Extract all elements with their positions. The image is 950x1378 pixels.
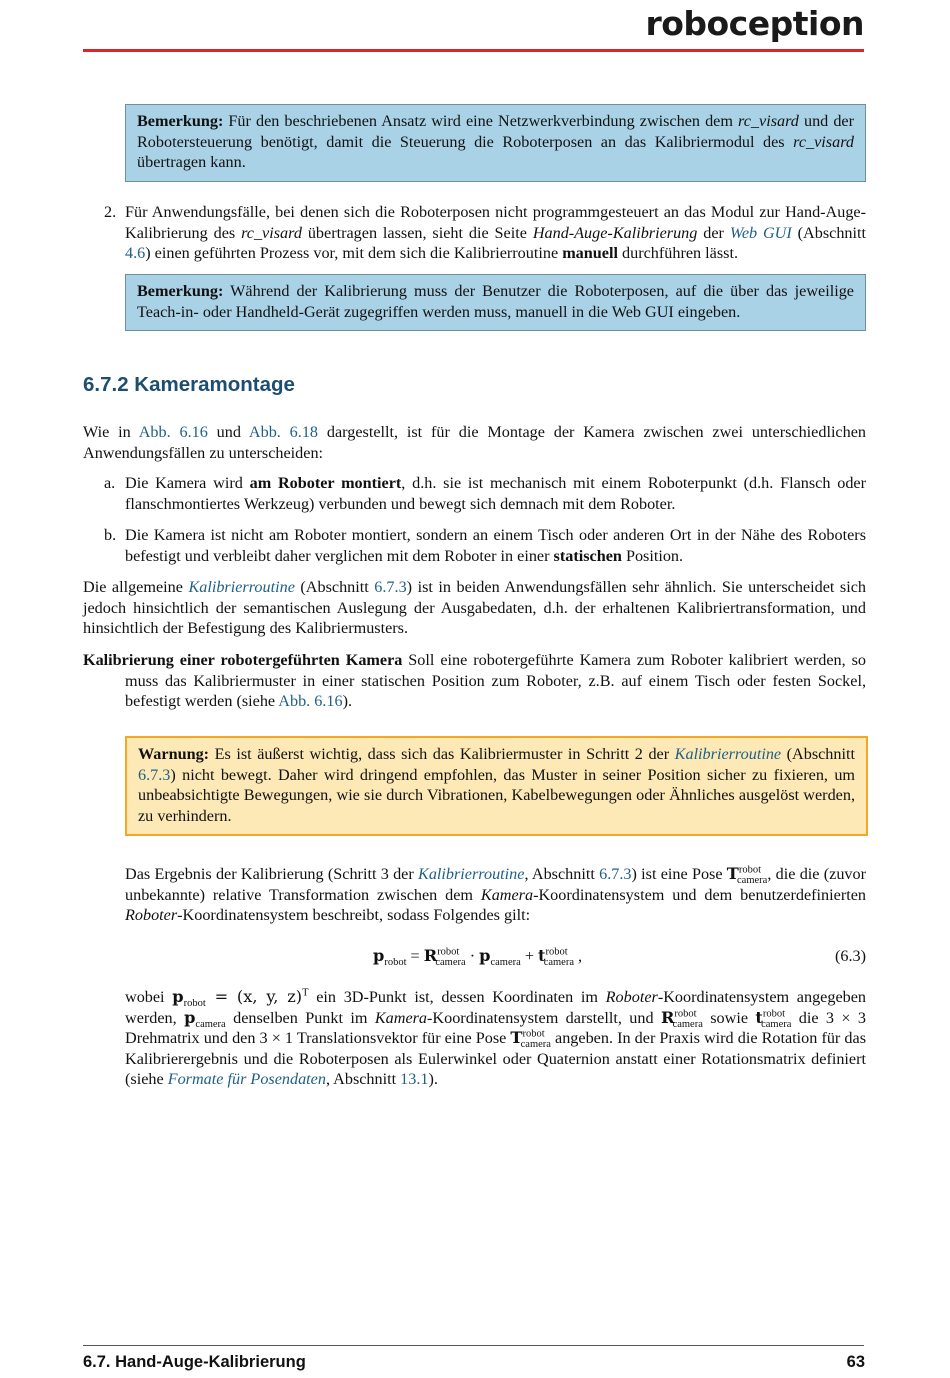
math-symbol: p: [373, 946, 385, 965]
text: -Koordinatensystem und dem benutzerdefinierten: [533, 885, 866, 904]
math-sub: robot: [183, 998, 206, 1010]
math-symbol: t: [538, 946, 546, 965]
math-sup: robot: [522, 1028, 545, 1040]
text: (Abschnitt: [294, 578, 375, 596]
math-sup: robot: [437, 946, 460, 958]
posendaten-link[interactable]: Formate für Posendaten: [167, 1070, 326, 1088]
warning-label: Warnung:: [138, 745, 210, 763]
math-symbol: R: [660, 1007, 675, 1027]
note-label: Bemerkung:: [137, 112, 224, 130]
paragraph: [83, 577, 866, 639]
math-sup: robot: [545, 946, 568, 958]
list-item-number: 2.: [104, 203, 117, 221]
math-sub: camera: [543, 957, 574, 969]
math-sup: robot: [738, 864, 762, 876]
section-link[interactable]: 6.7.3: [138, 765, 171, 784]
note-box: [125, 104, 866, 182]
note-text: Für den beschriebenen Ansatz wird eine Netzwerkverbindung zwischen dem: [223, 112, 739, 130]
math-op: ·: [465, 947, 480, 965]
header-rule: [83, 49, 864, 52]
text: , d.h. sie ist mechanisch mit einem Roboterpunkt (d.h. Flansch oder flanschmontiertes Werkzeug) verbunden und bewegt sich demnach mit dem Roboter.: [125, 474, 866, 513]
paragraph: [125, 864, 866, 926]
math-expr: = (x, y, z): [205, 987, 303, 1006]
list-item: [125, 473, 866, 514]
equation-number: (6.3): [834, 947, 866, 965]
text: Das Ergebnis der Kalibrierung (Schritt 3 der: [125, 865, 419, 883]
text: und: [207, 423, 249, 441]
text: ein 3D-Punkt ist, dessen Koordinaten im: [308, 988, 606, 1006]
section-heading: 6.7.2 Kameramontage: [83, 373, 295, 396]
note-text: Während der Kalibrierung muss der Benutzer die Roboterposen, auf die über das jeweilige Teach-in- oder Handheld-Gerät zugegriffen werden muss, manuell in die Web GUI eingeben.: [137, 282, 854, 321]
text: sowie: [702, 1008, 756, 1027]
math-symbol: t: [755, 1007, 763, 1027]
roboception-logo: roboception: [645, 4, 864, 43]
math-symbol: p: [172, 987, 184, 1006]
text: (Abschnitt: [791, 223, 866, 242]
text: der: [697, 223, 730, 242]
paragraph: [83, 422, 866, 463]
text: ) nicht bewegt. Daher wird dringend empfohlen, das Muster in seiner Position sicher zu fixieren, um unbeabsichtigte Bewegungen, wie sie durch Vibrationen, Kabelbewegungen oder Ähnliches ausgelöst werden, zu verhindern.: [138, 765, 855, 825]
text: , Abschnitt: [524, 865, 600, 883]
product-name: rc_visard: [738, 112, 799, 130]
text: Es ist äußerst wichtig, dass sich das Kalibriermuster in Schritt 2 der: [209, 745, 675, 763]
warning-box: [125, 736, 868, 836]
section-link[interactable]: 13.1: [400, 1070, 429, 1088]
math-sub: robot: [384, 957, 407, 969]
math-symbol: R: [423, 946, 438, 965]
section-link[interactable]: 4.6: [125, 244, 146, 262]
text: Position.: [621, 546, 684, 565]
math-sup: robot: [674, 1008, 697, 1020]
bold-text: am Roboter montiert: [249, 474, 402, 492]
list-item: [125, 202, 866, 264]
text: (Abschnitt: [781, 745, 855, 763]
math-op: ,: [574, 947, 583, 965]
footer-chapter: 6.7. Hand-Auge-Kalibrierung: [83, 1353, 306, 1371]
figure-link[interactable]: Abb. 6.16: [278, 692, 343, 710]
math-symbol: p: [184, 1007, 196, 1027]
text: denselben Punkt im: [225, 1008, 375, 1027]
text: angeben. In der Praxis wird die Rotation für das Kalibrierergebnis und die Roboterposen als Eulerwinkel oder Quaternion anstatt einer Rotationsmatrix definiert (siehe: [125, 1029, 866, 1088]
math-op: +: [520, 947, 539, 965]
text: Die Kamera wird: [125, 474, 250, 492]
note-box: [125, 274, 866, 331]
kalibrierroutine-link[interactable]: Kalibrierroutine: [188, 578, 295, 596]
list-item-letter: a.: [104, 474, 116, 492]
math-op: =: [406, 947, 424, 965]
math-sub: camera: [672, 1018, 703, 1030]
definition: [83, 650, 866, 712]
text: dargestellt, ist für die Montage der Kamera zwischen zwei unterschiedlichen Anwendungsfällen zu unterscheiden:: [83, 423, 866, 462]
math-symbol: p: [479, 946, 491, 965]
math-sub: camera: [435, 957, 466, 969]
math-sub: camera: [737, 875, 768, 887]
definition-term: Kalibrierung einer robotergeführten Kamera: [83, 651, 403, 669]
page-name: Hand-Auge-Kalibrierung: [532, 223, 698, 242]
math-sub: camera: [761, 1018, 792, 1030]
math-sup: robot: [762, 1008, 786, 1020]
text: wobei: [125, 988, 173, 1006]
section-link[interactable]: 6.7.3: [599, 865, 632, 883]
equation: [373, 946, 582, 967]
text: ).: [428, 1070, 438, 1088]
section-link[interactable]: 6.7.3: [374, 578, 407, 596]
text: ) ist in beiden Anwendungsfällen sehr ähnlich. Sie unterscheidet sich jedoch hinsichtlich der semantischen Auslegung der Ausgabedaten, d.h. der erhaltenen Kalibriertransformation, und hinsichtlich der Befestigung des Kalibriermusters.: [83, 578, 866, 637]
list-item-letter: b.: [104, 526, 117, 544]
product-name: rc_visard: [793, 132, 854, 151]
text: ).: [342, 692, 353, 710]
math-sup: T: [302, 987, 309, 999]
text: Die allgemeine: [83, 578, 189, 596]
math-symbol: T: [726, 864, 739, 883]
text: übertragen lassen, sieht die Seite: [301, 223, 533, 242]
figure-link[interactable]: Abb. 6.16: [138, 423, 208, 441]
web-gui-link[interactable]: Web GUI: [729, 223, 792, 242]
kalibrierroutine-link[interactable]: Kalibrierroutine: [418, 865, 525, 883]
note-text: übertragen kann.: [137, 153, 246, 171]
text: Für Anwendungsfälle, bei denen sich die Roboterposen nicht programmgesteuert an das Modul zur Hand-Auge-Kalibrierung des: [125, 203, 866, 242]
math-sub: camera: [490, 957, 521, 969]
paragraph: [125, 987, 866, 1090]
product-name: rc_visard: [241, 223, 302, 242]
page-number: 63: [846, 1353, 865, 1371]
text: Wie in: [83, 423, 139, 441]
footer-rule: [83, 1345, 864, 1346]
math-symbol: T: [510, 1028, 523, 1047]
emphasis: Roboter: [125, 906, 178, 924]
text: , die die (zuvor unbekannte) relative Transformation zwischen dem: [125, 865, 866, 904]
text: Soll eine robotergeführte Kamera zum Roboter kalibriert werden, so muss das Kalibriermuster in einer statischen Position zum Roboter, z.B. auf einem Tisch oder festen Sockel, befestigt werden (siehe: [125, 651, 866, 710]
emphasis: Kamera: [374, 1008, 428, 1027]
bold-text: statischen: [553, 546, 622, 565]
math-sub: camera: [520, 1039, 551, 1051]
emphasis: Roboter: [605, 988, 658, 1006]
text: durchführen lässt.: [617, 244, 738, 262]
text: -Koordinatensystem angegeben werden,: [125, 988, 867, 1027]
text: Die Kamera ist nicht am Roboter montiert, sondern an einem Tisch oder anderen Ort in der Nähe des Roboters befestigt und verbleibt daher verglichen mit dem Roboter in einer: [125, 526, 866, 565]
text: die 3 × 3 Drehmatrix und den 3 × 1 Translationsvektor für eine Pose: [125, 1008, 867, 1047]
text: -Koordinatensystem darstellt, und: [427, 1008, 661, 1027]
note-label: Bemerkung:: [137, 282, 224, 300]
text: -Koordinatensystem beschreibt, sodass Folgendes gilt:: [177, 906, 531, 924]
kalibrierroutine-link[interactable]: Kalibrierroutine: [674, 745, 782, 763]
figure-link[interactable]: Abb. 6.18: [248, 423, 319, 441]
text: ) ist eine Pose: [631, 865, 727, 883]
bold-text: manuell: [562, 244, 618, 262]
list-item: [125, 525, 866, 566]
math-sub: camera: [195, 1018, 226, 1030]
text: ) einen geführten Prozess vor, mit dem sich die Kalibrierroutine: [145, 244, 563, 262]
note-text: und der Robotersteuerung benötigt, damit die Steuerung die Roboterposen an das Kalibriermodul des: [137, 112, 855, 151]
text: , Abschnitt: [325, 1070, 401, 1088]
emphasis: Kamera: [480, 885, 534, 904]
